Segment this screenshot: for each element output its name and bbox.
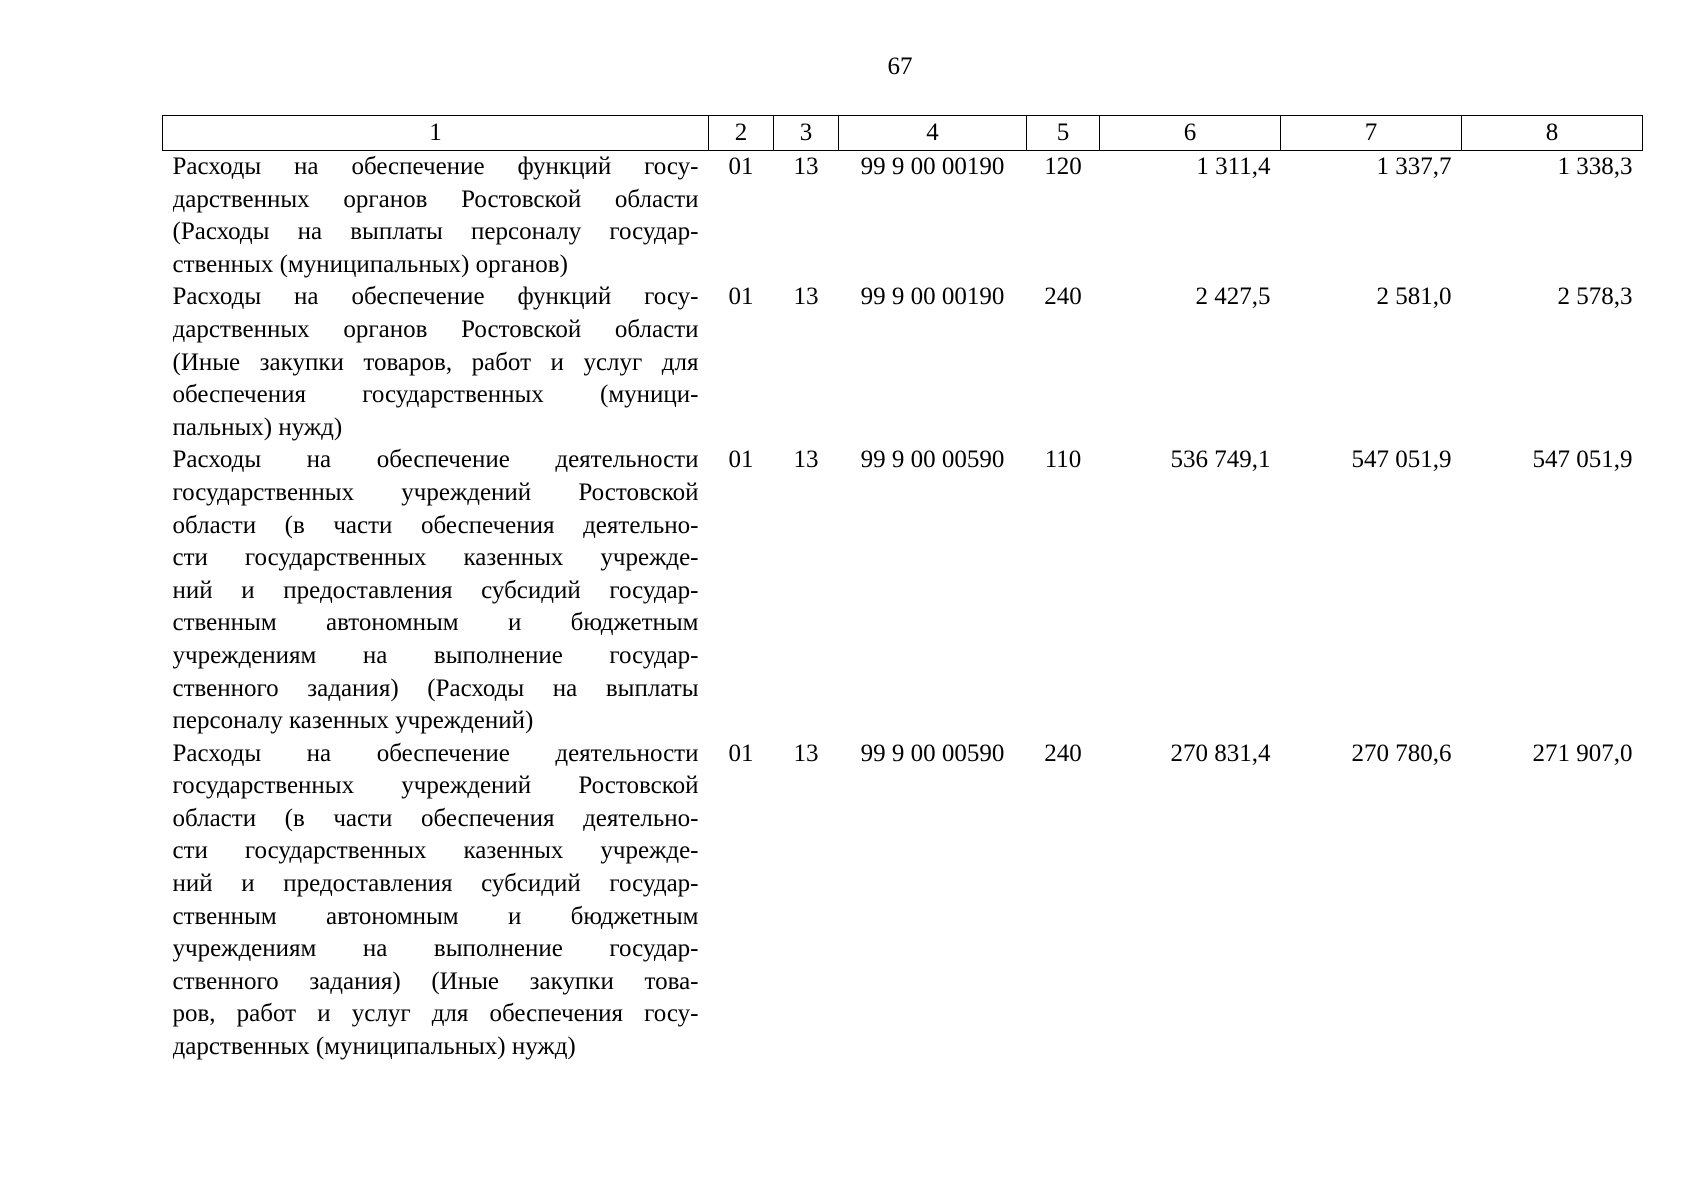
row-amount-8: 1 338,3 [1557,153,1633,180]
description-line: учреждениям на выполнение государ- [172,935,699,963]
row-section: 01 [728,283,754,311]
row-amount-7: 270 780,6 [1351,739,1452,767]
description-line: пальных) нужд) [172,413,343,441]
row-subsection: 13 [793,446,819,474]
row-description [163,281,709,444]
description-line: области (в части обеспечения деятельно- [172,511,699,539]
description-line: ний и предоставления субсидий государ- [172,576,699,604]
row-target-article: 99 9 00 00190 [860,153,1005,180]
header-col-8: 8 [1462,116,1643,151]
table-row [163,151,1643,282]
description-line: (Расходы на выплаты персоналу государ- [172,218,699,246]
page-number: 67 [887,53,913,80]
row-target-article: 99 9 00 00590 [860,446,1005,474]
header-col-7: 7 [1281,116,1462,151]
row-amount-7: 547 051,9 [1351,446,1452,474]
description-line: Расходы на обеспечение деятельности [172,739,699,767]
row-amount-6: 1 311,4 [1196,153,1271,180]
table-row [163,281,1643,444]
description-line: Расходы на обеспечение функций госу- [172,283,699,311]
row-subsection: 13 [793,283,819,311]
description-line: ственных (муниципальных) органов) [172,250,568,278]
description-line: учреждениям на выполнение государ- [172,641,699,669]
description-line: обеспечения государственных (муници- [172,381,699,409]
row-amount-6: 270 831,4 [1170,739,1271,767]
row-section: 01 [728,739,754,767]
description-line: (Иные закупки товаров, работ и услуг для [172,348,699,376]
row-target-article: 99 9 00 00190 [860,283,1005,311]
table-row [163,738,1643,1064]
row-expense-type: 110 [1044,446,1082,474]
row-section: 01 [728,153,754,180]
description-line: ственного задания) (Иные закупки това- [172,967,699,995]
description-line: ственного задания) (Расходы на выплаты [172,674,699,702]
row-subsection: 13 [793,153,819,180]
description-line: сти государственных казенных учрежде- [172,837,699,865]
row-amount-6: 536 749,1 [1170,446,1271,474]
row-amount-8: 271 907,0 [1532,739,1633,767]
row-amount-7: 1 337,7 [1376,153,1452,180]
description-line: ров, работ и услуг для обеспечения госу- [172,1000,699,1028]
row-amount-6: 2 427,5 [1195,283,1271,311]
header-col-2: 2 [709,116,774,151]
row-amount-7: 2 581,0 [1376,283,1452,311]
row-description [163,738,709,1064]
row-description [163,444,709,737]
description-line: Расходы на обеспечение функций госу- [172,153,699,180]
header-col-4: 4 [839,116,1027,151]
description-line: дарственных (муниципальных) нужд) [172,1033,576,1061]
row-expense-type: 240 [1044,283,1082,311]
row-amount-8: 2 578,3 [1557,283,1633,311]
description-line: дарственных органов Ростовской области [172,315,699,343]
header-col-1: 1 [163,116,709,151]
description-line: сти государственных казенных учрежде- [172,544,699,572]
row-amount-8: 547 051,9 [1532,446,1633,474]
header-col-5: 5 [1027,116,1100,151]
description-line: Расходы на обеспечение деятельности [172,446,699,474]
header-col-6: 6 [1100,116,1281,151]
description-line: государственных учреждений Ростовской [172,478,699,506]
description-line: ственным автономным и бюджетным [172,902,699,930]
row-section: 01 [728,446,754,474]
table-header [163,116,1643,151]
budget-table [162,115,1643,1064]
description-line: ний и предоставления субсидий государ- [172,870,699,898]
row-description [163,151,709,282]
description-line: ственным автономным и бюджетным [172,609,699,637]
header-row [163,116,1643,151]
row-target-article: 99 9 00 00590 [860,739,1005,767]
description-line: государственных учреждений Ростовской [172,772,699,800]
row-expense-type: 120 [1044,153,1082,180]
row-expense-type: 240 [1044,739,1082,767]
description-line: области (в части обеспечения деятельно- [172,804,699,832]
row-subsection: 13 [793,739,819,767]
description-line: персоналу казенных учреждений) [172,707,534,735]
table-row [163,444,1643,737]
table-body [163,151,1643,1064]
description-line: дарственных органов Ростовской области [172,185,699,213]
header-col-3: 3 [774,116,839,151]
